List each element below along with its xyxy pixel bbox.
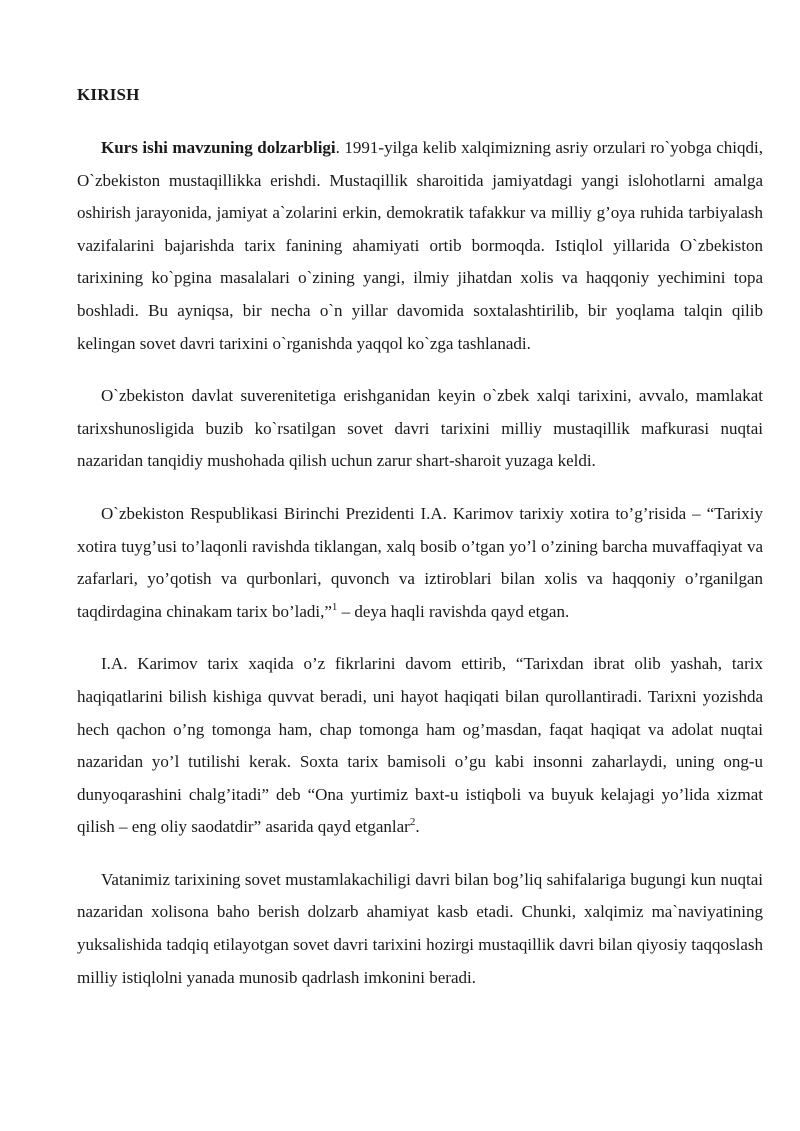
paragraph-relevance [77, 132, 763, 360]
footnote-ref-2[interactable]: 2 [409, 816, 416, 829]
paragraph-text: O`zbekiston Respublikasi Birinchi Prezidenti I.A. Karimov tarixiy xotira to’g’risida – “Tarixiy xotira tuyg’usi to’laqonli ravishda tiklangan, xalq bosib o’tgan yo’l o’zining barcha muvaffaqiyat va zafarlari, yo’qotish va qurbonlari, quvonch va iztiroblari bilan xolis va haqqoniy o’rganilgan taqdirdagina chinakam tarix bo’ladi,” [77, 503, 763, 621]
paragraph-tail: . [415, 817, 420, 837]
paragraph-karimov-quote [77, 648, 763, 844]
footnote-ref-1[interactable]: 1 [331, 600, 338, 613]
section-heading: KIRISH [77, 85, 140, 104]
paragraph-text: O`zbekiston davlat suverenitetiga erishganidan keyin o`zbek xalqi tarixini, avvalo, mamlakat tarixshunosligida buzib ko`rsatilgan sovet davri tarixini milliy mustaqillik mafkurasi nuqtai nazaridan tanqidiy mushohada qilish uchun zarur shart-sharoit yuzaga keldi. [77, 386, 763, 471]
paragraph-text: . 1991-yilga kelib xalqimizning asriy orzulari ro`yobga chiqdi, O`zbekiston mustaqillikka erishdi. Mustaqillik sharoitida jamiyatdagi yangi islohotlarni amalga oshirish jarayonida, jamiyat a`zolarini erkin, demokratik tafakkur va milliy g’oya ruhida tarbiyalash vazifalarini bajarishda tarix fanining ahamiyati ortib bormoqda. Istiqlol yillarida O`zbekiston tarixining ko`pgina masalalari o`zining yangi, ilmiy jihatdan xolis va haqqoniy yechimini topa boshladi. Bu ayniqsa, bir necha o`n yillar davomida soxtalashtirilib, bir yoqlama talqin qilib kelingan sovet davri tarixini o`rganishda yaqqol ko`zga tashlanadi. [77, 138, 763, 353]
document-body [77, 132, 763, 1014]
paragraph-text: Vatanimiz tarixining sovet mustamlakachiligi davri bilan bog’liq sahifalariga bugungi kun nuqtai nazaridan xolisona baho berish dolzarb ahamiyat kasb etadi. Chunki, xalqimiz ma`naviyatining yuksalishida tadqiq etilayotgan sovet davri tarixini hozirgi mustaqillik davri bilan qiyosiy taqqoslash milliy istiqlolni yanada munosib qadrlash imkonini beradi. [77, 869, 763, 987]
paragraph-text: I.A. Karimov tarix xaqida o’z fikrlarini davom ettirib, “Tarixdan ibrat olib yashah, tarix haqiqatlarini bilish kishiga quvvat beradi, uni hayot haqiqati bilan qurollantiradi. Tarixni yozishda hech qachon o’ng tomonga ham, chap tomonga ham og’masdan, faqat haqiqat va adolat nuqtai nazaridan yo’l tutilishi kerak. Soxta tarix bamisoli o’gu kabi insonni zaharlaydi, uning ong-u dunyoqarashini chalg’itadi” deb “Ona yurtimiz baxt-u istiqboli va buyuk kelajagi yo’lida xizmat qilish – eng oliy saodatdir” asarida qayd etganlar [77, 654, 763, 837]
paragraph-historical-memory [77, 498, 763, 628]
paragraph-tail: – deya haqli ravishda qayd etgan. [337, 601, 570, 621]
paragraph-soviet-period [77, 864, 763, 994]
paragraph-lead: Kurs ishi mavzuning dolzarbligi [101, 138, 336, 157]
paragraph-sovereignty [77, 380, 763, 478]
